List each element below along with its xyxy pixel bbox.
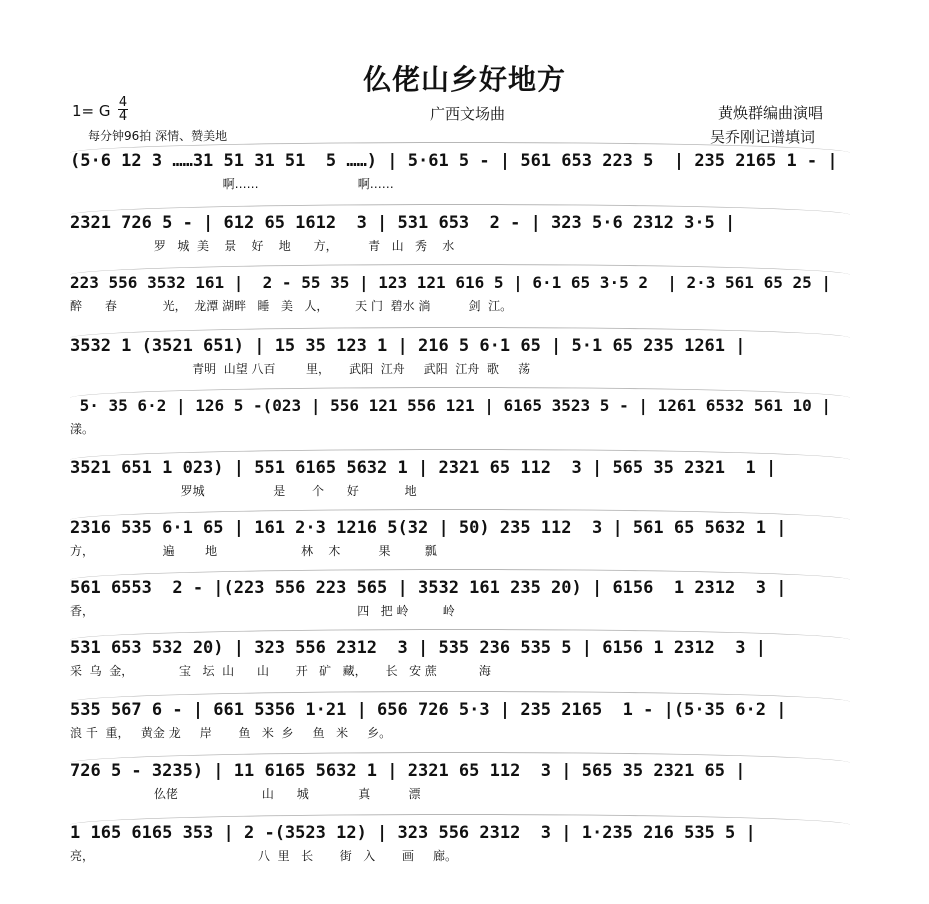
- notation-line: 1 165 6165 353 | 2 -(3523 12) | 323 556 2312 3 | 1·235 216 535 5 |: [70, 823, 756, 843]
- notation-line: 531 653 532 20) | 323 556 2312 3 | 535 236 535 5 | 6156 1 2312 3 |: [70, 638, 766, 658]
- notation-line: 223 556 3532 161 | 2 - 55 35 | 123 121 616 5 | 6·1 65 3·5 2 | 2·3 561 65 25 |: [70, 273, 831, 292]
- lyrics-line: 浪 千 重， 黄金 龙 岸 鱼 米 乡 鱼 米 乡。: [70, 726, 392, 740]
- lyrics-line: 罗城 是 个 好 地: [70, 484, 417, 498]
- time-signature: [118, 96, 128, 123]
- notation-line: 561 6553 2 - |(223 556 223 565 | 3532 161 235 20) | 6156 1 2312 3 |: [70, 578, 787, 598]
- lyrics-line: 罗 城 美 景 好 地 方， 青 山 秀 水: [70, 239, 455, 253]
- lyrics-line: 香， 四 把 岭 岭: [70, 604, 455, 618]
- score-row: [70, 333, 850, 377]
- lyrics-line: 方， 遍 地 林 木 果 瓢: [70, 544, 437, 558]
- key-signature: 1= G: [72, 102, 111, 120]
- credit-notation: 吴乔刚记谱填词: [710, 128, 816, 146]
- score-row: [70, 697, 850, 741]
- notation-line: (5·6 12 3 ……31 51 31 51 5 ……) | 5·61 5 - | 561 653 223 5 | 235 2165 1 - |: [70, 151, 838, 171]
- notation-line: 2321 726 5 - | 612 65 1612 3 | 531 653 2 - | 323 5·6 2312 3·5 |: [70, 213, 736, 233]
- score-row: [70, 820, 850, 864]
- lyrics-line: 仫佬 山 城 真 漂: [70, 787, 421, 801]
- notation-line: 3532 1 (3521 651) | 15 35 123 1 | 216 5 6·1 65 | 5·1 65 235 1261 |: [70, 336, 746, 356]
- lyrics-line: 漾。: [70, 422, 95, 436]
- score-row: [70, 635, 850, 679]
- lyrics-line: 醉 春 光， 龙潭 湖畔 睡 美 人， 天 门 碧水 淌 剑 江。: [70, 299, 513, 313]
- score-row: [70, 455, 850, 499]
- notation-line: 5· 35 6·2 | 126 5 -(023 | 556 121 556 121 | 6165 3523 5 - | 1261 6532 561 10 |: [70, 396, 831, 415]
- notation-line: 2316 535 6·1 65 | 161 2·3 1216 5(32 | 50) 235 112 3 | 561 65 5632 1 |: [70, 518, 787, 538]
- time-signature-bottom: 4: [118, 109, 128, 124]
- tempo-marking: 每分钟96拍 深情、赞美地: [88, 129, 228, 143]
- score-row: [70, 148, 850, 192]
- score-row: [70, 270, 850, 314]
- score-row: [70, 758, 850, 802]
- lyrics-line: 采 乌 金， 宝 坛 山 山 开 矿 藏， 长 安 蔗 海: [70, 664, 491, 678]
- song-subtitle: 广西文场曲: [430, 105, 506, 123]
- notation-line: 3521 651 1 023) | 551 6165 5632 1 | 2321 65 112 3 | 565 35 2321 1 |: [70, 458, 777, 478]
- lyrics-line: 青明 山望 八百 里， 武阳 江舟 武阳 江舟 歌 荡: [70, 362, 531, 376]
- notation-line: 535 567 6 - | 661 5356 1·21 | 656 726 5·3 | 235 2165 1 - |(5·35 6·2 |: [70, 700, 787, 720]
- song-title: 仫佬山乡好地方: [362, 63, 566, 96]
- lyrics-line: 啊…… 啊……: [70, 177, 394, 191]
- score-row: [70, 575, 850, 619]
- credit-singer: 黄焕群编曲演唱: [718, 104, 824, 122]
- score-row: [70, 210, 850, 254]
- notation-line: 726 5 - 3235) | 11 6165 5632 1 | 2321 65 112 3 | 565 35 2321 65 |: [70, 761, 746, 781]
- score-row: [70, 393, 850, 437]
- score-row: [70, 515, 850, 559]
- time-signature-top: 4: [118, 95, 128, 110]
- lyrics-line: 亮， 八 里 长 街 入 画 廊。: [70, 849, 458, 863]
